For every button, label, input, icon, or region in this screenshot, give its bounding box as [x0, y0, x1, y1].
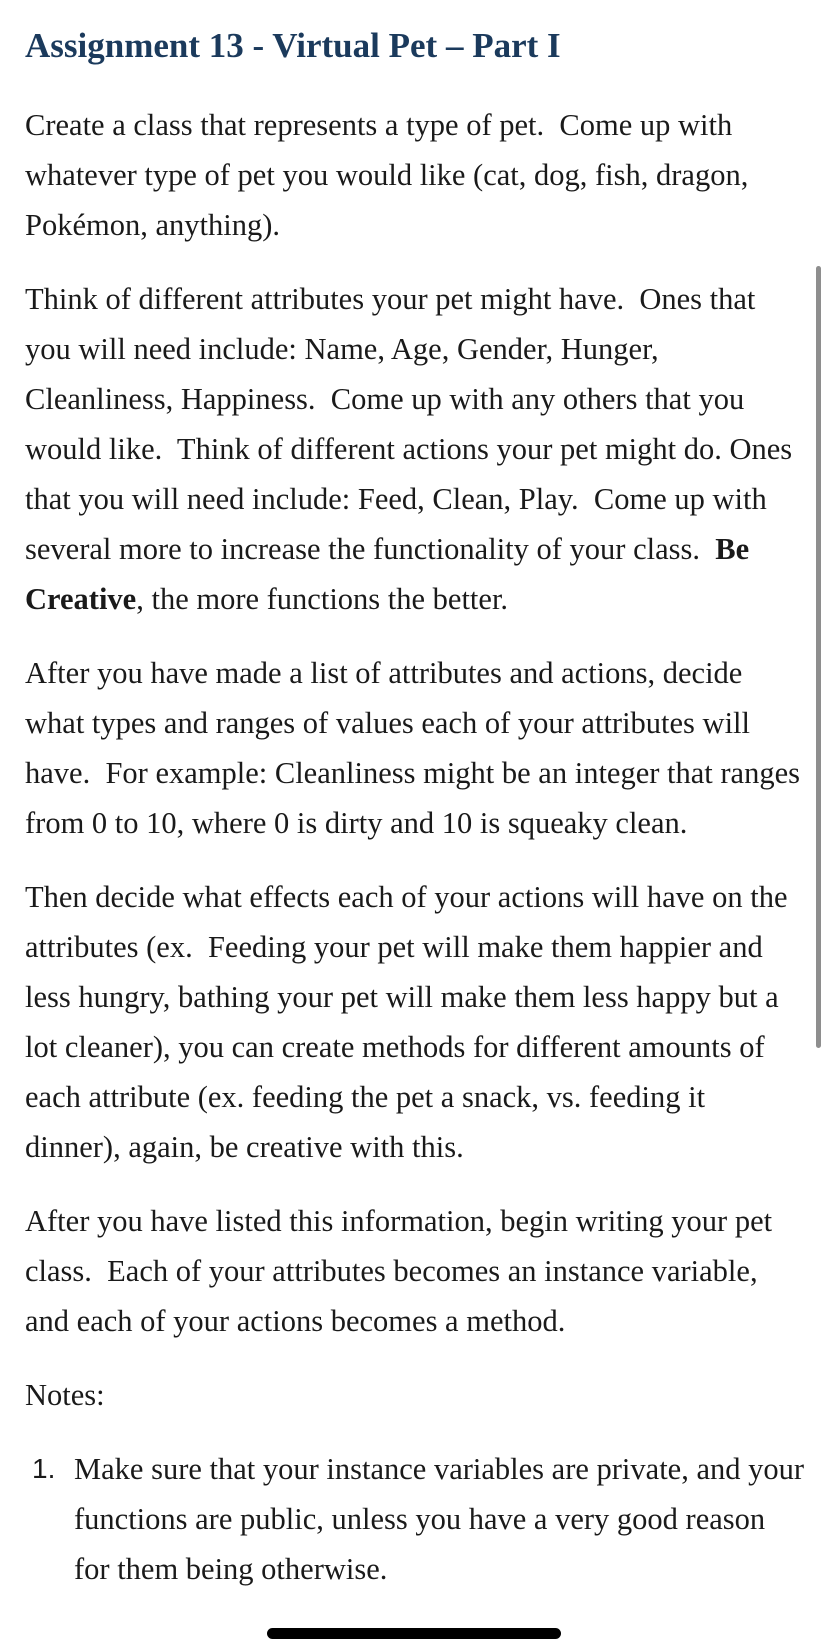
- be-creative-emphasis: Be Creative: [25, 532, 750, 616]
- page-title: Assignment 13 - Virtual Pet – Part I: [25, 26, 561, 65]
- notes-list: [25, 1444, 805, 1594]
- document-body: [25, 100, 805, 1594]
- paragraph-writing-class: After you have listed this information, begin writing your pet class. Each of your attributes becomes an instance variable, and each of your actions becomes a method.: [25, 1204, 773, 1338]
- paragraph-effects: Then decide what effects each of your actions will have on the attributes (ex. Feeding your pet will make them happier and less hungry, bathing your pet will make them less happy but a lot cleaner), you can create methods for different amounts of each attribute (ex. feeding the pet a snack, vs. feeding it dinner), again, be creative with this.: [25, 880, 788, 1164]
- home-indicator[interactable]: [267, 1628, 561, 1639]
- notes-list-item: [25, 1444, 805, 1594]
- notes-list-item-text: Make sure that your instance variables are private, and your functions are public, unless you have a very good reason for them being otherwise.: [74, 1452, 805, 1586]
- paragraph-pet-class: Create a class that represents a type of pet. Come up with whatever type of pet you would like (cat, dog, fish, dragon, Pokémon, anything).: [25, 108, 749, 242]
- paragraph-attributes-text: Think of different attributes your pet might have. Ones that you will need include: Name, Age, Gender, Hunger, Cleanliness, Happiness. Come up with any others that you would like. Think of different actions your pet might do. Ones that you will need include: Feed, Clean, Play. Come up with several more to increase the functionality of your class.: [25, 282, 793, 566]
- vertical-scrollbar[interactable]: [816, 266, 821, 1048]
- paragraph-attributes-ending: , the more functions the better.: [136, 582, 509, 616]
- paragraph-types-ranges: After you have made a list of attributes and actions, decide what types and ranges of values each of your attributes will have. For example: Cleanliness might be an integer that ranges from 0 to 10, where 0 is dirty and 10 is squeaky clean.: [25, 656, 800, 840]
- notes-list-item-number: 1.: [32, 1453, 56, 1484]
- notes-label: Notes:: [25, 1378, 105, 1412]
- paragraph-attributes: [25, 274, 805, 624]
